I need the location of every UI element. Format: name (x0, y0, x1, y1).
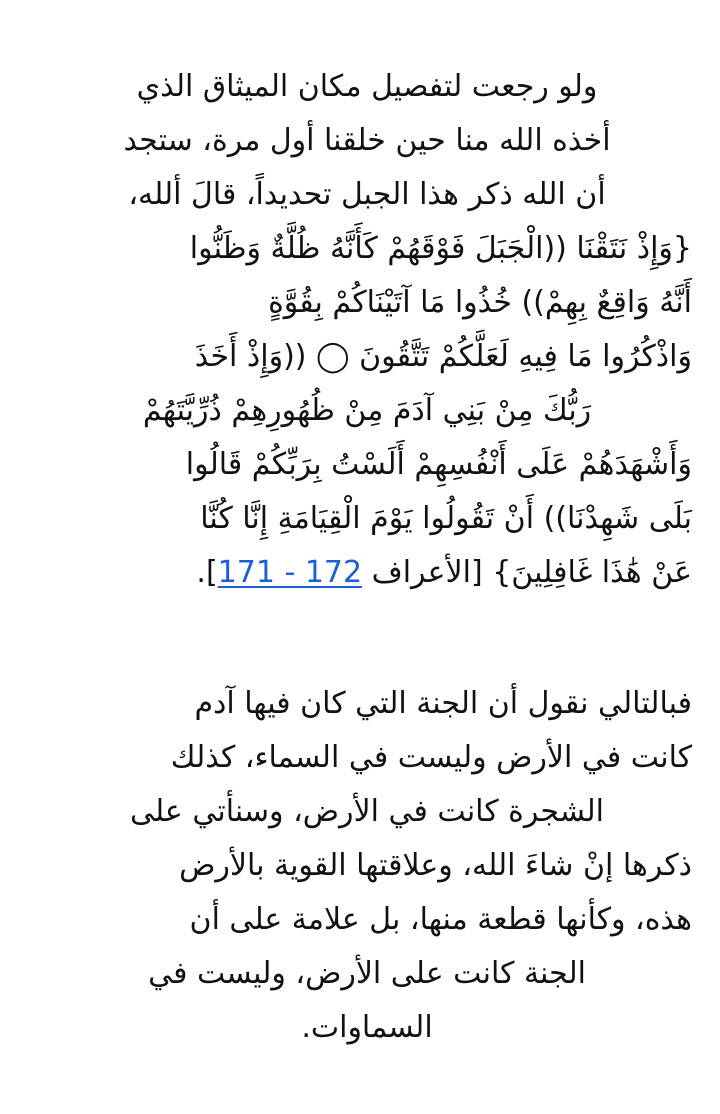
text-line: أن الله ذكر هذا الجبل تحديداً، قالَ ألله، (128, 177, 606, 212)
text-line: رَبُّكَ مِنْ بَنِي آدَمَ مِنْ ظُهُورِهِمْ ذُرِّيَّتَهُمْ (142, 393, 592, 428)
text-line: بَلَى شَهِدْنَا)) أَنْ تَقُولُوا يَوْمَ الْقِيَامَةِ إِنَّا كُنَّا (200, 501, 692, 536)
text-line: فبالتالي نقول أن الجنة التي كان فيها آدم (194, 686, 692, 721)
text-line: الجنة كانت على الأرض، وليست في (148, 956, 586, 991)
text-line: السماوات. (301, 1010, 433, 1045)
text-line: ذكرها إنْ شاءَ الله، وعلاقتها القوية بالأرض (179, 848, 692, 883)
text-line: أخذه الله منا حين خلقنا أول مرة، ستجد (123, 123, 611, 158)
surah-reference-link[interactable]: 171 - 172 (217, 555, 363, 590)
paragraph-commentary (42, 677, 692, 1055)
reference-close: ]. (196, 555, 218, 590)
text-line: ولو رجعت لتفصيل مكان الميثاق الذي (136, 69, 598, 104)
text-line: كانت في الأرض وليست في السماء، كذلك (170, 740, 692, 775)
text-line: أَنَّهُ وَاقِعٌ بِهِمْ)) خُذُوا مَا آتَيْنَاكُمْ بِقُوَّةٍ (268, 285, 692, 320)
text-line: وَاذْكُرُوا مَا فِيهِ لَعَلَّكُمْ تَتَّقُونَ ◯ ((وَإِذْ أَخَذَ (194, 339, 692, 374)
paragraph-spacer (42, 600, 692, 677)
verse-end-text: عَنْ هَٰذَا غَافِلِينَ} [الأعراف (371, 555, 692, 590)
text-line: الشجرة كانت في الأرض، وسنأتي على (129, 794, 605, 829)
text-line: {وَإِذْ نَتَقْنَا ((الْجَبَلَ فَوْقَهُمْ كَأَنَّهُ ظُلَّةٌ وَظَنُّوا (189, 231, 692, 266)
paragraph-quran-verse (42, 60, 692, 600)
text-line: هذه، وكأنها قطعة منها، بل علامة على أن (189, 902, 692, 937)
text-line: وَأَشْهَدَهُمْ عَلَى أَنْفُسِهِمْ أَلَسْتُ بِرَبِّكُمْ قَالُوا (185, 447, 692, 482)
text-line-with-reference (42, 546, 692, 600)
